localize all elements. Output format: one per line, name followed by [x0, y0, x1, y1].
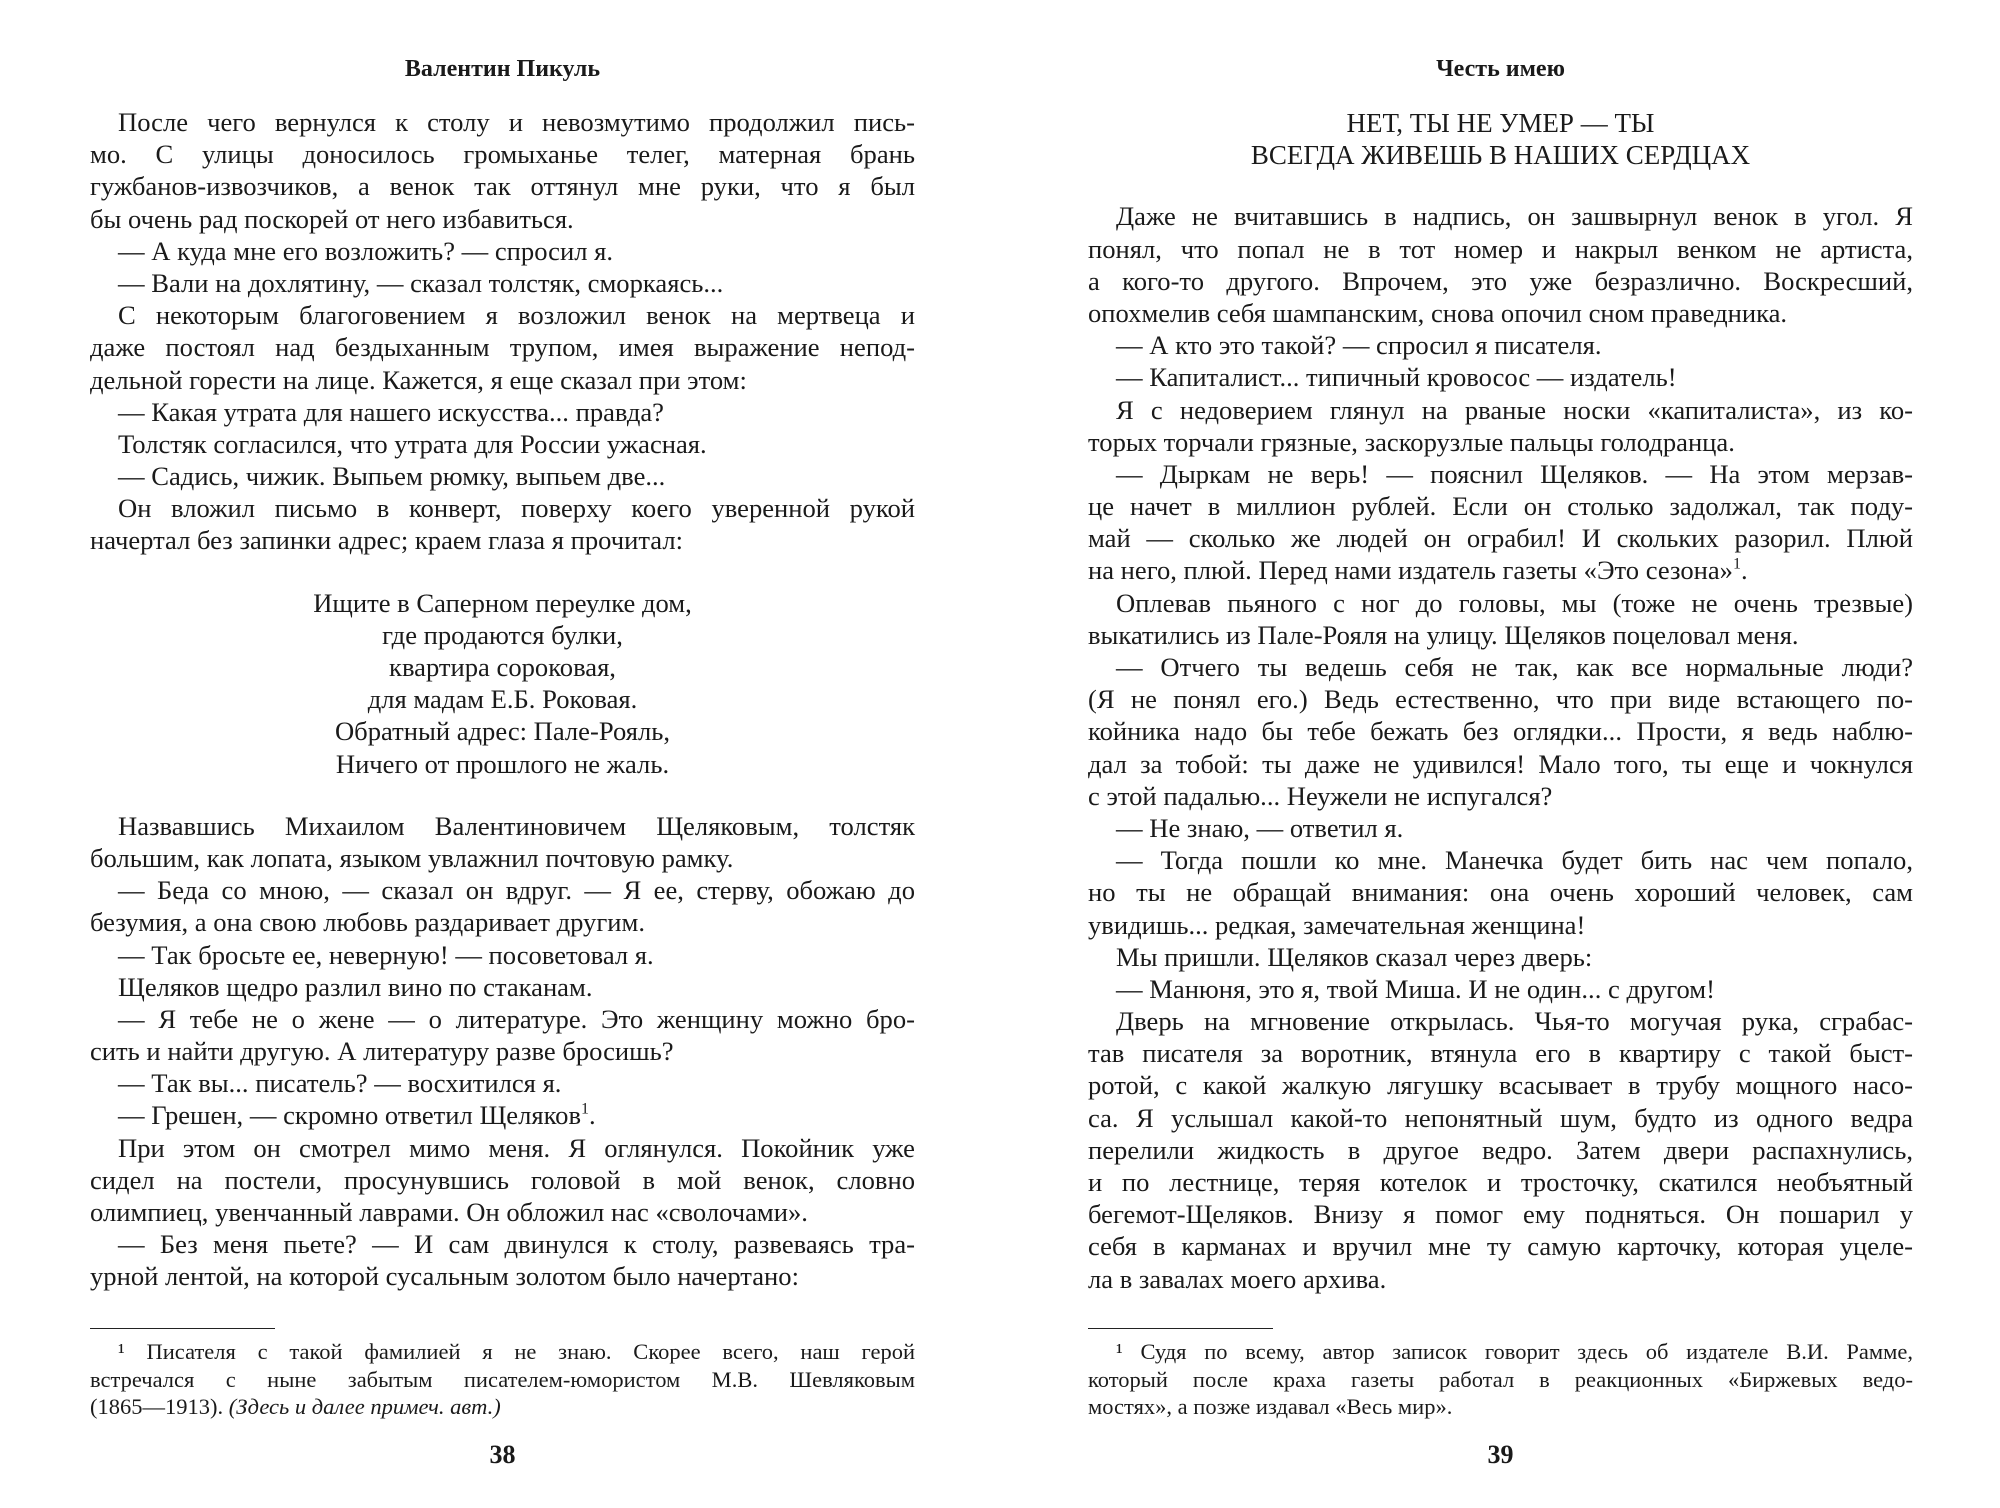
text-line: торых торчали грязные, заскорузлые пальцы голодранца. — [1088, 426, 1735, 457]
text-line: — Так вы... писатель? — восхитился я. — [118, 1068, 562, 1099]
text-line: ла в завалах моего архива. — [1088, 1263, 1387, 1294]
footnote-line: мостях», а позже издавал «Весь мир». — [1088, 1394, 1453, 1419]
text-line: Оплевав пьяного с ног до головы, мы (тоже не очень трезвые) — [1116, 587, 1913, 618]
text-line: — А кто это такой? — спросил я писателя. — [1116, 330, 1602, 361]
text-line: перелили жидкость в другое ведро. Затем двери распахнулись, — [1088, 1134, 1913, 1165]
text-line: При этом он смотрел мимо меня. Я оглянулся. Покойник уже — [118, 1132, 915, 1163]
text-line: — Манюня, это я, твой Миша. И не один... с другом! — [1116, 973, 1715, 1004]
footnote-divider — [90, 1328, 275, 1329]
line-text: — Грешен, — скромно ответил Щеляков — [118, 1100, 582, 1131]
text-line: большим, как лопата, языком увлажнил почтовую рамку. — [90, 842, 734, 873]
verse-line: где продаются булки, — [382, 619, 623, 650]
text-line: — Какая утрата для нашего искусства... правда? — [118, 396, 664, 427]
footnote-marker: 1 — [581, 1101, 589, 1119]
text-line: Мы пришли. Щеляков сказал через дверь: — [1116, 941, 1593, 972]
text-line: сидел на постели, просунувшись головой в мой венок, словно — [90, 1164, 915, 1195]
text-line: увидишь... редкая, замечательная женщина! — [1088, 909, 1586, 940]
verse-line: Ищите в Саперном переулке дом, — [313, 587, 692, 618]
footnote-line: встречался с ныне забытым писателем-юмористом М.В. Шевляковым — [90, 1366, 915, 1392]
text-line: (Я не понял его.) Ведь естественно, что при виде встающего по- — [1088, 684, 1913, 715]
chapter-title-line: НЕТ, ТЫ НЕ УМЕР — ТЫ — [1346, 108, 1655, 138]
text-line: Я с недоверием глянул на рваные носки «капиталиста», из ко- — [1116, 394, 1913, 425]
text-line: дал за тобой: ты даже не удивился! Мало того, ты еще и чокнулся — [1088, 748, 1913, 779]
chapter-title-line: ВСЕГДА ЖИВЕШЬ В НАШИХ СЕРДЦАХ — [1250, 140, 1751, 171]
text-line: урной лентой, на которой сусальным золотом было начертано: — [90, 1261, 799, 1292]
text-line: са. Я услышал какой-то непонятный шум, будто из одного ведра — [1088, 1102, 1913, 1133]
verse-address — [90, 587, 915, 780]
footnote-years: (1865—1913). — [90, 1394, 224, 1419]
text-line: — Так бросьте ее, неверную! — посоветовал я. — [118, 939, 654, 970]
text-line: Даже не вчитавшись в надпись, он зашвырнул венок в угол. Я — [1116, 201, 1913, 232]
text-line: сить и найти другую. А литературу разве бросишь? — [90, 1036, 674, 1067]
footnote-divider — [1088, 1328, 1273, 1329]
text-line: себя в карманах и вручил мне ту самую карточку, которая уцеле- — [1088, 1231, 1913, 1262]
running-head-author: Валентин Пикуль — [404, 56, 601, 82]
text-line: олимпиец, увенчанный лаврами. Он обложил нас «сволочами». — [90, 1197, 808, 1227]
right-footnote — [1088, 1338, 1913, 1421]
left-footnote — [90, 1338, 915, 1421]
text-line: — Беда со мною, — сказал он вдруг. — Я ее, стерву, обожаю до — [118, 875, 915, 906]
text-line: — Капиталист... типичный кровосос — издатель! — [1116, 362, 1677, 393]
footnote-line: ¹ Судя по всему, автор записок говорит здесь об издателе В.И. Рамме, — [1116, 1339, 1913, 1364]
text-line: выкатились из Пале-Рояля на улицу. Щеляков поцеловал меня. — [1088, 619, 1799, 650]
verse-line: квартира сороковая, — [389, 652, 616, 682]
text-line: гужбанов-извозчиков, а венок так оттянул мне руки, что я был — [90, 171, 915, 202]
verse-line: Ничего от прошлого не жаль. — [335, 748, 670, 779]
right-page — [1000, 0, 2000, 1508]
text-line: и по лестнице, теряя котелок и тросточку, скатился необъятный — [1088, 1167, 1913, 1197]
footnote-line: ¹ Писателя с такой фамилией я не знаю. Скорее всего, наш герой — [118, 1339, 915, 1364]
line-text: на него, плюй. Перед нами издатель газеты «Это сезона» — [1088, 555, 1733, 586]
text-line: Щеляков щедро разлил вино по стаканам. — [118, 971, 593, 1002]
text-line: — Дыркам не верь! — пояснил Щеляков. — На этом мерзав- — [1116, 458, 1913, 489]
text-line: безумия, а она свою любовь раздаривает другим. — [90, 907, 645, 938]
text-line: понял, что попал не в тот номер и накрыл венком не артиста, — [1088, 233, 1913, 264]
text-line: Дверь на мгновение открылась. Чья-то могучая рука, сграбас- — [1116, 1006, 1913, 1037]
chapter-title — [1088, 106, 1913, 170]
text-line: После чего вернулся к столу и невозмутимо продолжил пись- — [118, 107, 915, 137]
text-line: май — сколько же людей он ограбил! И скольких разорил. Плюй — [1088, 523, 1913, 554]
footnote-marker: 1 — [1732, 556, 1741, 574]
running-head-title: Честь имею — [1436, 56, 1565, 82]
text-line: бегемот-Щеляков. Внизу я помог ему подняться. Он пошарил у — [1088, 1199, 1913, 1230]
text-line: — Вали на дохлятину, — сказал толстяк, сморкаясь... — [118, 267, 724, 298]
text-line: це начет в миллион рублей. Если он столько задолжал, так поду- — [1088, 491, 1913, 522]
text-line: мо. С улицы доносилось громыханье телег, матерная брань — [90, 139, 915, 170]
text-line: — Не знаю, — ответил я. — [1116, 812, 1404, 843]
text-line: дельной горести на лице. Кажется, я еще сказал при этом: — [90, 364, 747, 395]
text-line: но ты не обращай внимания: она очень хороший человек, сам — [1088, 877, 1913, 908]
text-line: — Без меня пьете? — И сам двинулся к столу, развеваясь тра- — [118, 1229, 915, 1260]
verse-line: Обратный адрес: Пале-Рояль, — [334, 716, 671, 747]
footnote-italic-note: (Здесь и далее примеч. авт.) — [228, 1394, 501, 1419]
page-number-right: 39 — [1487, 1440, 1514, 1469]
text-line: тав писателя за воротник, втянула его в квартиру с такой быст- — [1088, 1038, 1913, 1069]
text-line: койника надо бы тебе бежать без оглядки... Прости, я ведь наблю- — [1088, 716, 1913, 747]
text-line: — А куда мне его возложить? — спросил я. — [118, 235, 614, 266]
text-line: Толстяк согласился, что утрата для России ужасная. — [118, 428, 707, 459]
text-line: с этой падалью... Неужели не испугался? — [1088, 780, 1553, 811]
text-line: С некоторым благоговением я возложил венок на мертвеца и — [118, 300, 915, 331]
text-line: начертал без запинки адрес; краем глаза я прочитал: — [90, 525, 684, 556]
left-body-text — [90, 106, 915, 1293]
text-line: бы очень рад поскорей от него избавиться. — [90, 203, 574, 234]
text-line-with-footnote: на него, плюй. Перед нами издатель газеты «Это сезона»$^1$. — [1088, 555, 1748, 586]
text-line: опохмелив себя шампанским, снова опочил сном праведника. — [1088, 297, 1788, 328]
footnote-line — [90, 1393, 915, 1421]
text-line: — Я тебе не о жене — о литературе. Это женщину можно бро- — [118, 1003, 915, 1034]
footnote-line: который после краха газеты работал в реакционных «Биржевых ведо- — [1088, 1366, 1913, 1392]
text-line: — Садись, чижик. Выпьем рюмку, выпьем две... — [118, 461, 666, 492]
page-number-left: 38 — [489, 1440, 516, 1469]
text-line: — Отчего ты ведешь себя не так, как все нормальные люди? — [1116, 652, 1913, 682]
right-body-text — [1088, 106, 1913, 1295]
text-line: Назвавшись Михаилом Валентиновичем Щеляковым, толстяк — [118, 810, 915, 841]
verse-line: для мадам Е.Б. Роковая. — [367, 684, 638, 715]
text-line: — Тогда пошли ко мне. Манечка будет бить нас чем попало, — [1116, 845, 1913, 876]
text-line: даже постоял над бездыханным трупом, имея выражение непод- — [90, 332, 915, 363]
text-line: Он вложил письмо в конверт, поверху коего уверенной рукой — [118, 493, 915, 524]
text-line: ротой, с какой жалкую лягушку всасывает в трубу мощного насо- — [1088, 1070, 1913, 1101]
text-line-with-footnote: — Грешен, — скромно ответил Щеляков$^1$. — [118, 1100, 596, 1131]
text-line: а кого-то другого. Впрочем, это уже безразлично. Воскресший, — [1088, 265, 1913, 296]
